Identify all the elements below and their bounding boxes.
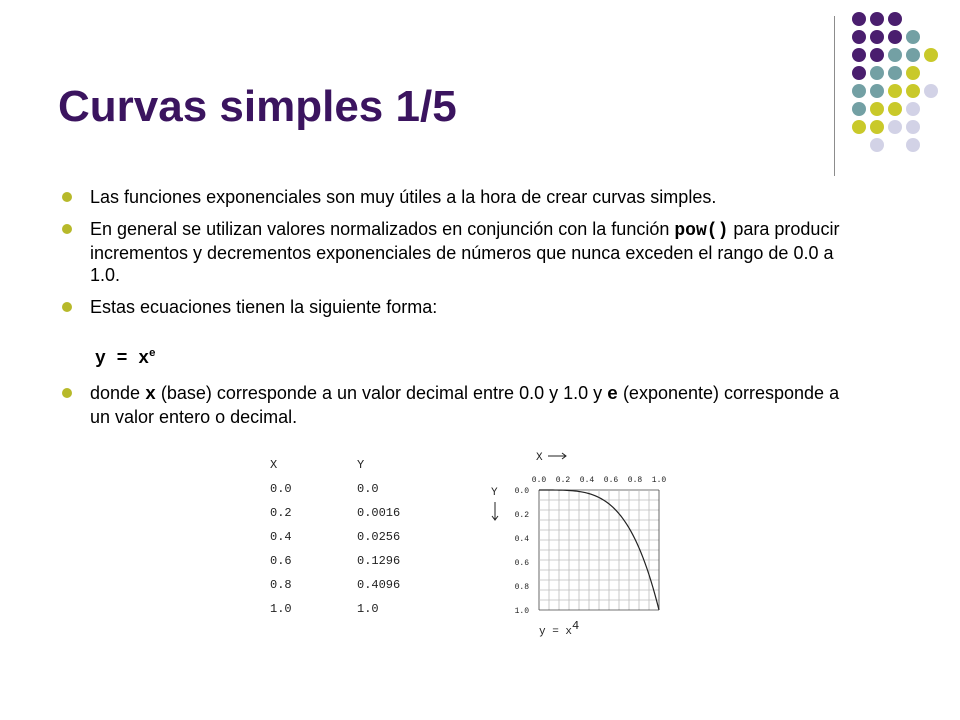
table-cell-x: 0.4 <box>270 530 292 544</box>
decorative-dot <box>906 48 920 62</box>
decorative-dot <box>870 48 884 62</box>
table-cell-y: 0.0 <box>357 482 379 496</box>
y-arrow-icon <box>492 502 498 520</box>
bullet-text: (exponente) corresponde a un valor entero o decimal. <box>90 383 840 427</box>
decorative-dot <box>888 48 902 62</box>
table-header-y: Y <box>357 458 365 472</box>
y-tick-label: 0.6 <box>514 559 529 568</box>
x-tick-label: 0.8 <box>627 476 643 485</box>
decorative-dot <box>870 138 884 152</box>
decorative-dot <box>888 120 902 134</box>
table-cell-x: 0.2 <box>270 506 292 520</box>
decorative-dot <box>852 12 866 26</box>
x-tick-labels <box>532 476 667 485</box>
decorative-dot <box>906 84 920 98</box>
x-tick-label: 1.0 <box>651 476 667 485</box>
decorative-dot <box>924 48 938 62</box>
decorative-dot <box>870 12 884 26</box>
bullet-item <box>62 296 862 318</box>
decorative-dot <box>852 120 866 134</box>
table-cell-y: 0.0016 <box>357 506 401 520</box>
decorative-dot <box>852 30 866 44</box>
decorative-dot <box>870 30 884 44</box>
bullet-item <box>62 186 862 208</box>
bullet-list-2 <box>62 382 862 438</box>
decorative-dot <box>924 84 938 98</box>
bullet-text: Las funciones exponenciales son muy útiles a la hora de crear curvas simples. <box>90 187 717 207</box>
bullet-text: Estas ecuaciones tienen la siguiente forma: <box>90 297 438 317</box>
decorative-dot <box>870 102 884 116</box>
decorative-dot <box>906 66 920 80</box>
decorative-dot <box>906 138 920 152</box>
bullet-list <box>62 186 862 328</box>
decorative-dot <box>906 30 920 44</box>
table-cell-x: 1.0 <box>270 602 292 616</box>
decorative-dot <box>870 84 884 98</box>
decorative-dot <box>888 30 902 44</box>
divider-line <box>834 16 835 176</box>
x-tick-label: 0.2 <box>555 476 571 485</box>
x-tick-label: 0.0 <box>531 476 547 485</box>
decorative-dot-grid <box>852 12 960 162</box>
caption-exponent: 4 <box>572 619 580 633</box>
bullet-marker-icon <box>62 388 72 398</box>
y-tick-label: 1.0 <box>514 607 529 616</box>
decorative-dot <box>852 84 866 98</box>
bullet-item <box>62 382 862 428</box>
decorative-dot <box>888 102 902 116</box>
curve-chart <box>486 448 686 648</box>
y-tick-label: 0.2 <box>514 511 529 520</box>
table-header-x: X <box>270 458 278 472</box>
decorative-dot <box>852 102 866 116</box>
code-pow: pow() <box>674 221 729 241</box>
table-cell-y: 0.4096 <box>357 578 401 592</box>
y-tick-label: 0.4 <box>514 535 529 544</box>
bullet-marker-icon <box>62 302 72 312</box>
decorative-dot <box>888 12 902 26</box>
x-tick-label: 0.6 <box>603 476 619 485</box>
x-arrow-icon <box>548 453 566 459</box>
table-cell-x: 0.6 <box>270 554 292 568</box>
bullet-text: (base) corresponde a un valor decimal entre 0.0 y 1.0 y <box>155 383 608 403</box>
code-x: x <box>145 385 156 405</box>
decorative-dot <box>888 66 902 80</box>
table-cell-y: 0.1296 <box>357 554 401 568</box>
decorative-dot <box>888 84 902 98</box>
bullet-item <box>62 218 862 286</box>
chart-grid <box>539 490 659 610</box>
table-cell-y: 1.0 <box>357 602 379 616</box>
bullet-text: donde <box>90 383 146 403</box>
y-tick-labels <box>515 487 530 616</box>
decorative-dot <box>852 48 866 62</box>
code-e: e <box>607 385 618 405</box>
table-cell-y: 0.0256 <box>357 530 401 544</box>
decorative-dot <box>870 120 884 134</box>
caption-base: y = x <box>539 626 573 638</box>
y-tick-label: 0.0 <box>514 487 529 496</box>
x-tick-label: 0.4 <box>579 476 595 485</box>
bullet-marker-icon <box>62 192 72 202</box>
decorative-dot <box>906 102 920 116</box>
bullet-text: para producir incrementos y decrementos exponenciales de números que nunca exceden el rango de 0.0 a 1.0. <box>90 219 840 285</box>
table-cell-x: 0.8 <box>270 578 292 592</box>
formula <box>95 348 156 369</box>
slide-title: Curvas simples 1/5 <box>58 82 457 131</box>
x-axis-label: X <box>536 452 543 464</box>
formula-exponent: e <box>149 348 156 360</box>
formula-base: y = x <box>95 349 150 369</box>
y-tick-label: 0.8 <box>514 583 529 592</box>
chart-caption <box>539 619 579 638</box>
bullet-text: En general se utilizan valores normalizados en conjunción con la función <box>90 219 675 239</box>
table-cell-x: 0.0 <box>270 482 292 496</box>
y-axis-label: Y <box>491 487 498 499</box>
bullet-marker-icon <box>62 224 72 234</box>
decorative-dot <box>906 120 920 134</box>
decorative-dot <box>852 66 866 80</box>
decorative-dot <box>870 66 884 80</box>
